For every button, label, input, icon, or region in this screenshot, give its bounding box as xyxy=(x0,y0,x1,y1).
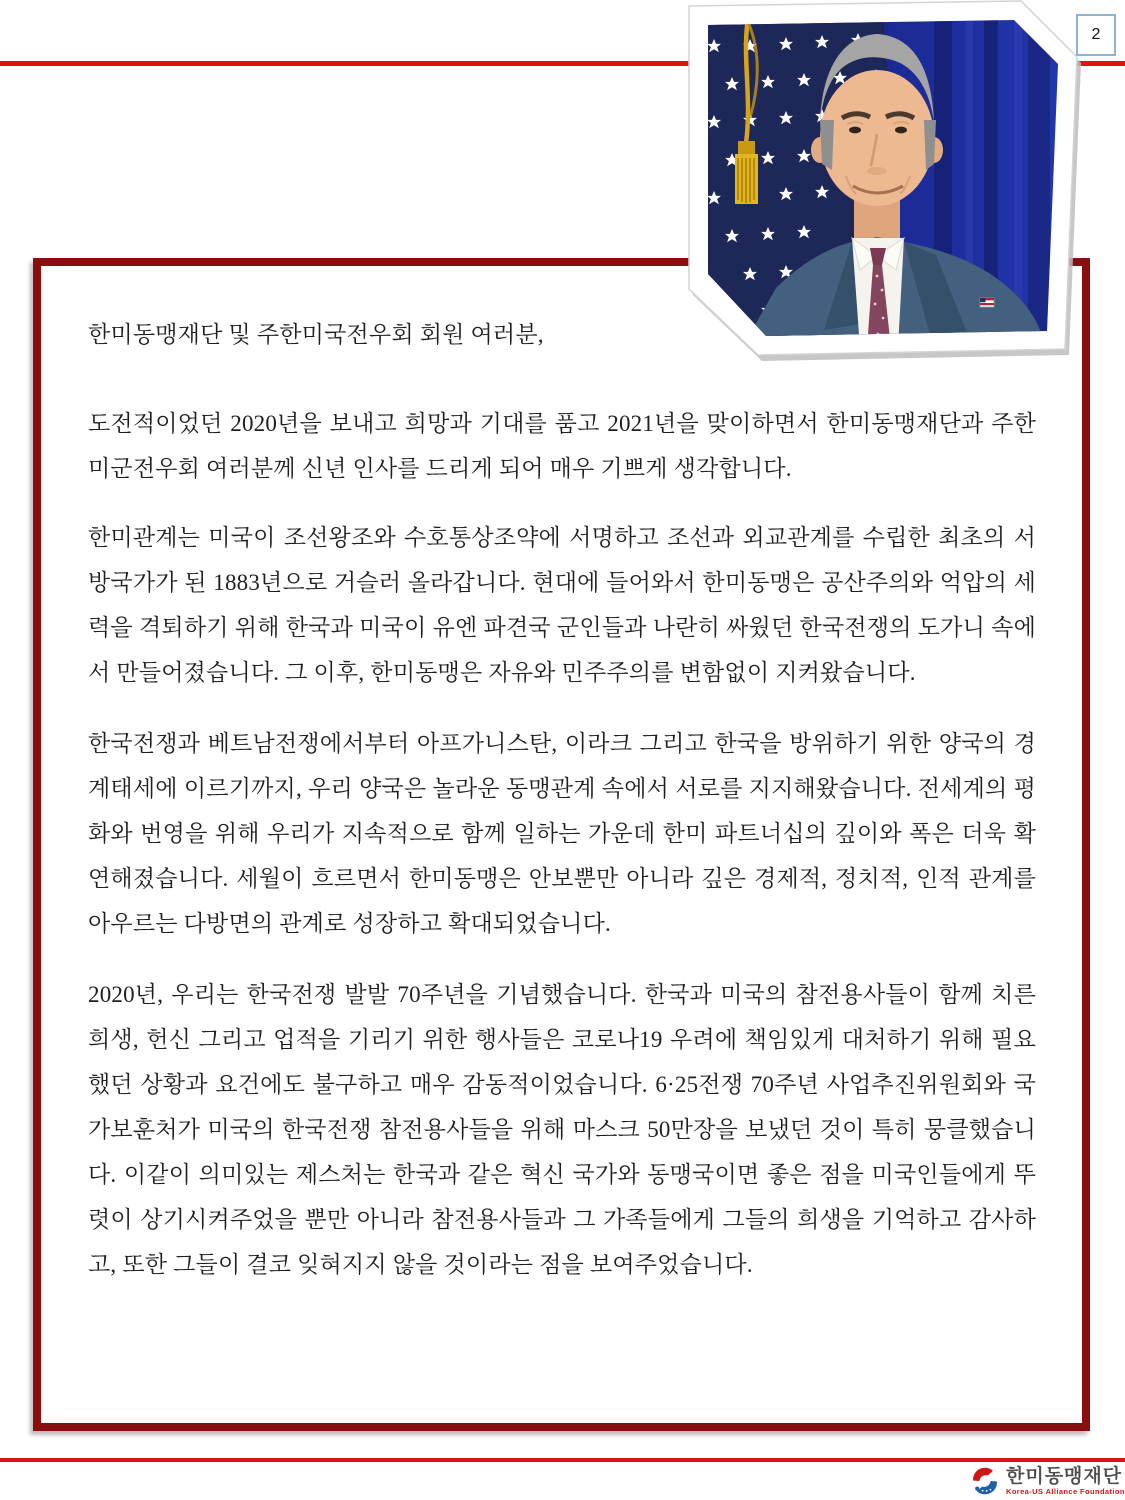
letter-greeting: 한미동맹재단 및 주한미국전우회 회원 여러분, xyxy=(88,322,544,347)
foundation-name-en: Korea-US Alliance Foundation xyxy=(1006,1486,1125,1496)
page-number: 2 xyxy=(1091,26,1101,43)
flag-pin-icon xyxy=(980,298,994,307)
bottom-accent-line xyxy=(0,1458,1125,1462)
page-number-box xyxy=(1076,14,1116,56)
portrait-photo xyxy=(684,0,1086,364)
letter-paragraph: 도전적이었던 2020년을 보내고 희망과 기대를 품고 2021년을 맞이하면서 한미동맹재단과 주한미군전우회 여러분께 신년 인사를 드리게 되어 매우 기쁘게 생각합니다. xyxy=(88,411,1036,481)
foundation-logo-icon xyxy=(970,1466,1000,1496)
photo-scene xyxy=(704,13,1064,348)
letter-paragraph: 2020년, 우리는 한국전쟁 발발 70주년을 기념했습니다. 한국과 미국의 참전용사들이 함께 치른 희생, 헌신 그리고 업적을 기리기 위한 행사들은 코로나19 우려에 책임있게 대처하기 위해 필요했던 상황과 요건에도 불구하고 매우 감동적이었습니다. 6·25전쟁 70주년 사업추진위원회와 국가보훈처가 미국의 한국전쟁 참전용사들을 위해 마스크 50만장을 보냈던 것이 특히 뭉클했습니다. 이같이 의미있는 제스처는 한국과 같은 혁신 국가와 동맹국이면 좋은 점을 미국인들에게 뚜렷이 상기시켜주었을 뿐만 아니라 참전용사들과 그 가족들에게 그들의 희생을 기억하고 감사하고, 또한 그들이 결코 잊혀지지 않을 것이라는 점을 보여주었습니다. xyxy=(88,982,1036,1277)
letter-body xyxy=(88,312,1036,1287)
letter-paragraph: 한국전쟁과 베트남전쟁에서부터 아프가니스탄, 이라크 그리고 한국을 방위하기 위한 양국의 경계태세에 이르기까지, 우리 양국은 놀라운 동맹관계 속에서 서로를 지지해왔습니다. 전세계의 평화와 번영을 위해 우리가 지속적으로 함께 일하는 가운데 한미 파트너십의 깊이와 폭은 더욱 확연해졌습니다. 세월이 흐르면서 한미동맹은 안보뿐만 아니라 깊은 경제적, 정치적, 인적 관계를 아우르는 다방면의 관계로 성장하고 확대되었습니다. xyxy=(88,731,1036,936)
foundation-name-ko: 한미동맹재단 xyxy=(1006,1465,1123,1487)
portrait-photo-svg xyxy=(684,0,1086,364)
footer-logo xyxy=(970,1464,1125,1498)
letter-paragraph: 한미관계는 미국이 조선왕조와 수호통상조약에 서명하고 조선과 외교관계를 수립한 최초의 서방국가가 된 1883년으로 거슬러 올라갑니다. 현대에 들어와서 한미동맹은 공산주의와 억압의 세력을 격퇴하기 위해 한국과 미국이 유엔 파견국 군인들과 나란히 싸웠던 한국전쟁의 도가니 속에서 만들어졌습니다. 그 이후, 한미동맹은 자유와 민주주의를 변함없이 지켜왔습니다. xyxy=(88,525,1036,685)
foundation-logo-text xyxy=(1006,1467,1125,1496)
